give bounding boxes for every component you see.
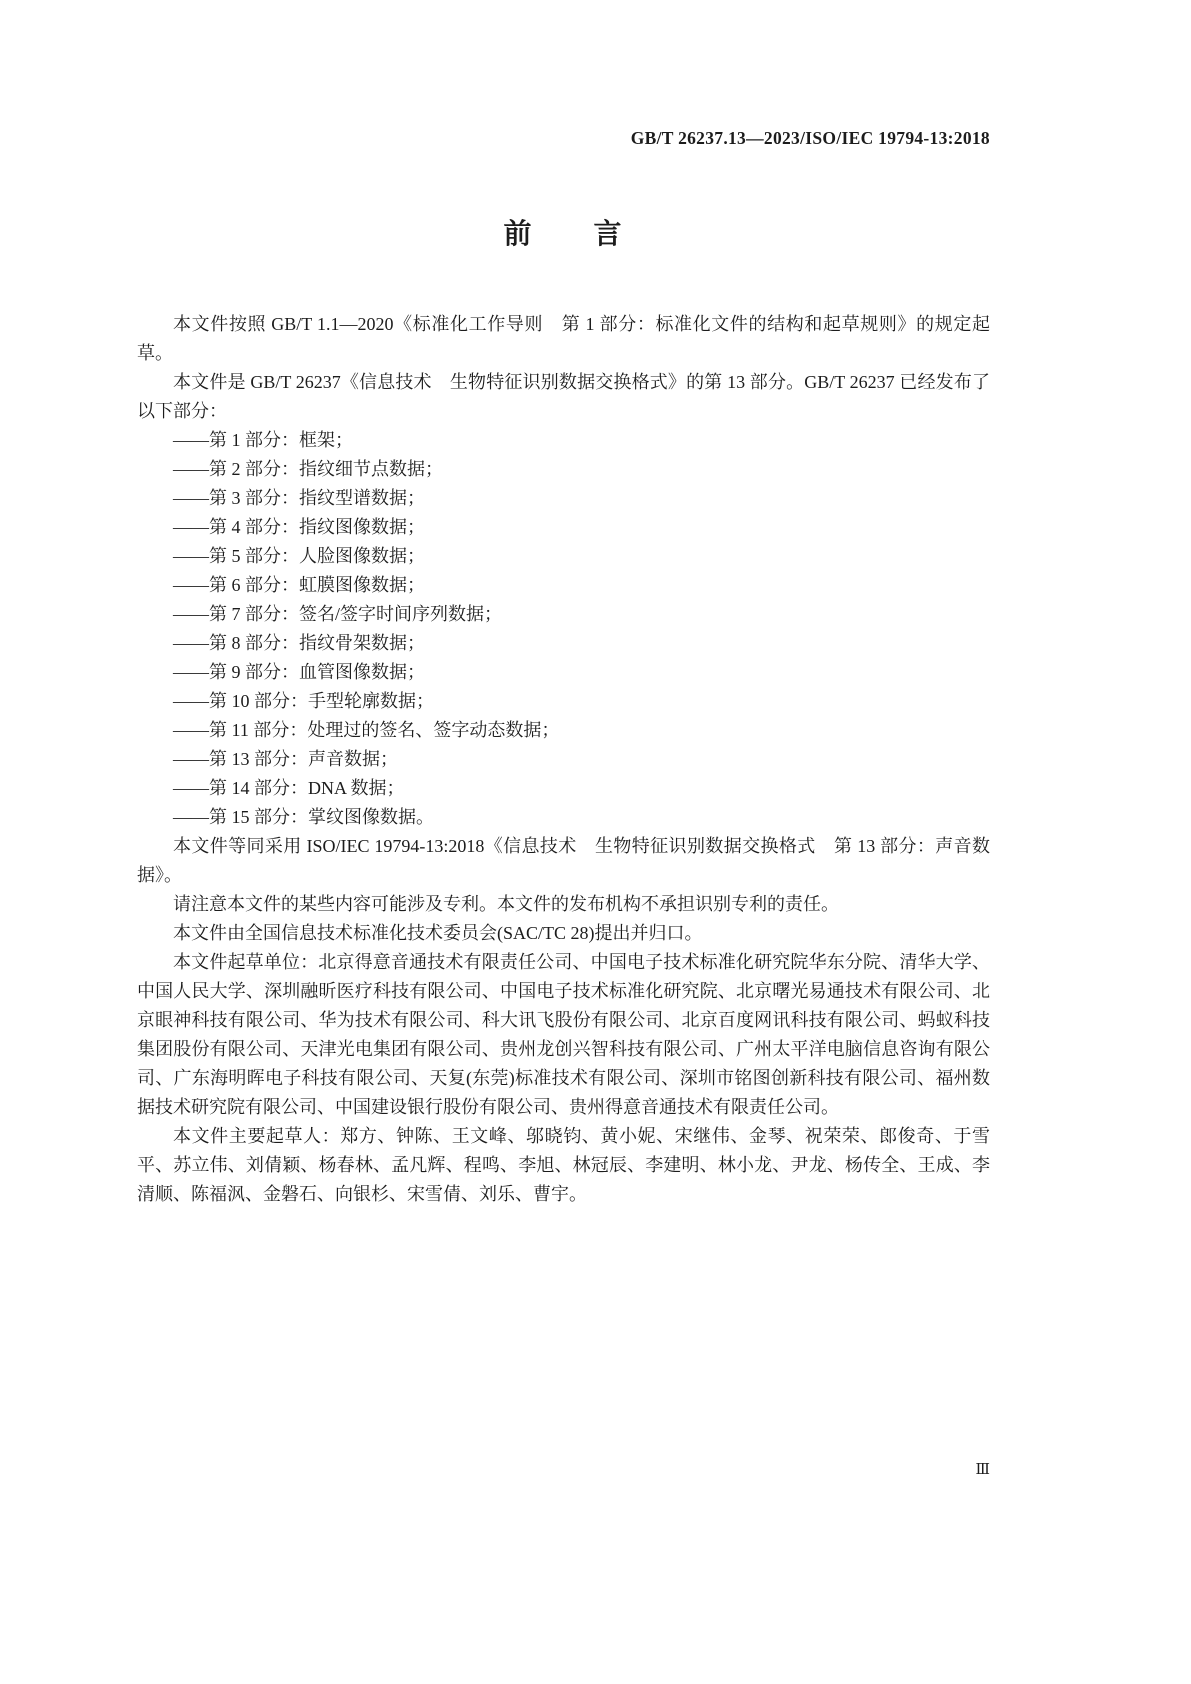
foreword-part-item: ——第 15 部分：掌纹图像数据。 [173,807,434,827]
standard-number-header: GB/T 26237.13—2023/ISO/IEC 19794-13:2018 [630,128,990,148]
para-drafting-organizations: 本文件起草单位：北京得意音通技术有限责任公司、中国电子技术标准化研究院华东分院、清华大学、中国人民大学、深圳融昕医疗科技有限公司、中国电子技术标准化研究院、北京曙光易通技术有限公司、北京眼神科技有限公司、华为技术有限公司、科大讯飞股份有限公司、北京百度网讯科技有限公司、蚂蚁科技集团股份有限公司、天津光电集团有限公司、贵州龙创兴智科技有限公司、广州太平洋电脑信息咨询有限公司、广东海明晖电子科技有限公司、天复(东莞)标准技术有限公司、深圳市铭图创新科技有限公司、福州数据技术研究院有限公司、中国建设银行股份有限公司、贵州得意音通技术有限责任公司。 [137,952,990,1117]
page-number: Ⅲ [975,1462,990,1478]
page-title: 前 言 [503,219,624,250]
foreword-part-item: ——第 9 部分：血管图像数据； [173,662,425,682]
para-patent-notice: 请注意本文件的某些内容可能涉及专利。本文件的发布机构不承担识别专利的责任。 [173,894,839,914]
foreword-part-item: ——第 1 部分：框架； [173,430,353,450]
para-adoption: 本文件等同采用 ISO/IEC 19794-13:2018《信息技术 生物特征识别数据交换格式 第 13 部分：声音数据》。 [137,836,990,885]
foreword-body [137,310,990,1209]
foreword-part-item: ——第 7 部分：签名/签字时间序列数据； [173,604,502,624]
foreword-part-item: ——第 10 部分：手型轮廓数据； [173,691,434,711]
foreword-part-item: ——第 5 部分：人脸图像数据； [173,546,425,566]
foreword-part-item: ——第 2 部分：指纹细节点数据； [173,459,443,479]
foreword-part-item: ——第 8 部分：指纹骨架数据； [173,633,425,653]
foreword-part-item: ——第 3 部分：指纹型谱数据； [173,488,425,508]
foreword-part-item: ——第 4 部分：指纹图像数据； [173,517,425,537]
para-main-drafters: 本文件主要起草人：郑方、钟陈、王文峰、邬晓钧、黄小妮、宋继伟、金琴、祝荣荣、郎俊奇、于雪平、苏立伟、刘倩颖、杨春林、孟凡辉、程鸣、李旭、林冠辰、李建明、林小龙、尹龙、杨传全、王成、李清顺、陈福沨、金磐石、向银杉、宋雪倩、刘乐、曹宇。 [137,1126,990,1204]
foreword-part-item: ——第 14 部分：DNA 数据； [173,778,405,798]
para-drafting-basis: 本文件按照 GB/T 1.1—2020《标准化工作导则 第 1 部分：标准化文件的结构和起草规则》的规定起草。 [137,314,990,363]
foreword-part-item: ——第 13 部分：声音数据； [173,749,398,769]
foreword-part-item: ——第 6 部分：虹膜图像数据； [173,575,425,595]
foreword-part-item: ——第 11 部分：处理过的签名、签字动态数据； [173,720,560,740]
para-series-intro: 本文件是 GB/T 26237《信息技术 生物特征识别数据交换格式》的第 13 部分。GB/T 26237 已经发布了以下部分： [137,372,990,421]
para-committee: 本文件由全国信息技术标准化技术委员会(SAC/TC 28)提出并归口。 [173,923,703,943]
